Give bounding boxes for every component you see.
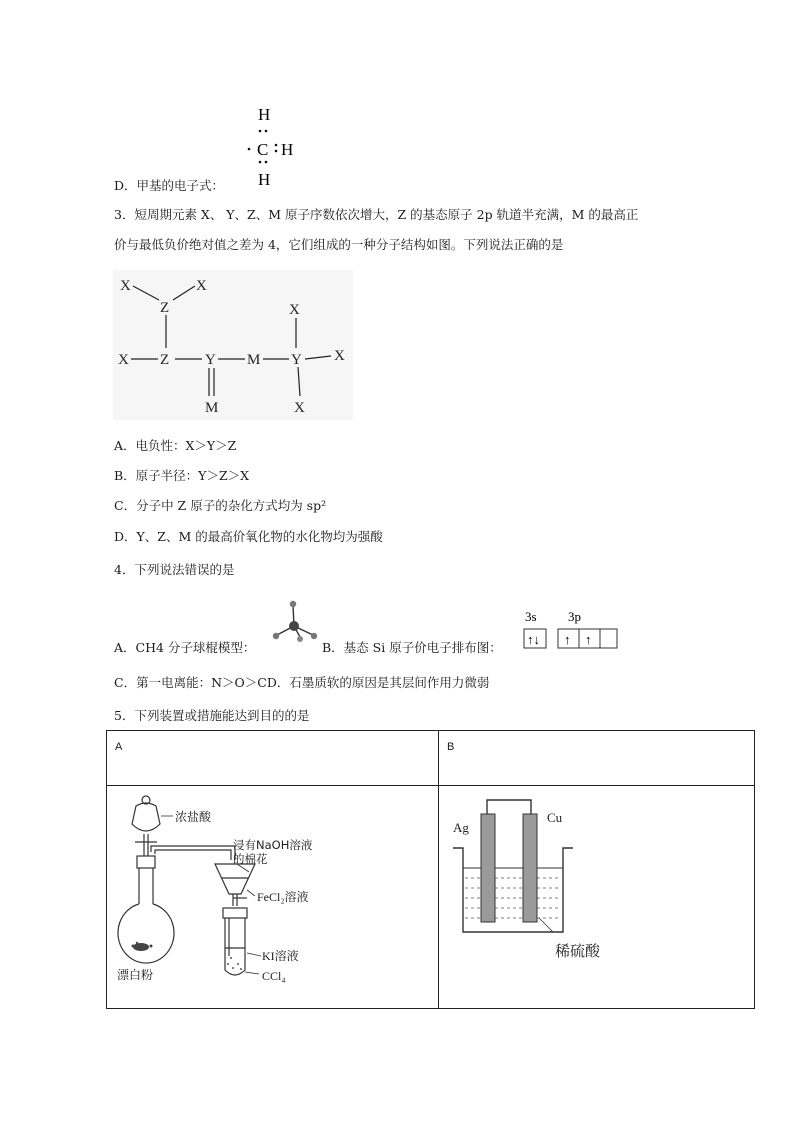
q3-stem-line2: 价与最低负价绝对值之差为 4，它们组成的一种分子结构如图。下列说法正确的是 bbox=[114, 237, 564, 252]
atom-z: Z bbox=[160, 300, 170, 316]
q4-option-c: C．第一电离能：N＞O＞CD．石墨质软的原因是其层间作用力微弱 bbox=[114, 675, 490, 690]
atom-x: X bbox=[196, 278, 207, 294]
apparatus-a-cell bbox=[107, 786, 439, 1009]
atom-x: X bbox=[334, 348, 345, 364]
svg-text:↑↓: ↑↓ bbox=[527, 632, 540, 647]
atom-y: Y bbox=[205, 352, 216, 368]
label-ki: KI溶液 bbox=[262, 949, 299, 963]
svg-text:↑: ↑ bbox=[585, 632, 592, 647]
label-cu: Cu bbox=[547, 810, 563, 825]
label-dilute-h2so4: 稀硫酸 bbox=[555, 942, 601, 960]
atom-y: Y bbox=[291, 352, 302, 368]
formula-h-bottom: H bbox=[258, 170, 271, 189]
atom-x: X bbox=[294, 400, 305, 416]
label-ag: Ag bbox=[453, 820, 469, 835]
orbital-3p-label: 3p bbox=[568, 609, 581, 624]
label-conc-hcl: 浓盐酸 bbox=[175, 810, 212, 824]
q3-option-c: C．分子中 Z 原子的杂化方式均为 sp² bbox=[114, 498, 327, 513]
atom-m: M bbox=[205, 400, 219, 416]
q4-stem: 4．下列说法错误的是 bbox=[114, 562, 235, 577]
label-ccl4: CCl₄ bbox=[262, 969, 286, 983]
atom-m: M bbox=[247, 352, 261, 368]
ch4-ball-stick-model bbox=[270, 598, 320, 644]
si-orbital-diagram bbox=[520, 608, 620, 652]
q3-option-d: D．Y、Z、M 的最高价氧化物的水化物均为强酸 bbox=[114, 529, 383, 544]
label-cotton: 浸有NaOH溶液的棉花 bbox=[233, 838, 313, 866]
apparatus-a-figure bbox=[107, 786, 430, 1008]
formula-h-top: H bbox=[258, 105, 271, 124]
col-a-header: A bbox=[107, 731, 439, 786]
atom-z: Z bbox=[160, 352, 170, 368]
label-fecl2: FeCl₂溶液 bbox=[257, 890, 309, 904]
q3-stem-line1: 3．短周期元素 X、 Y、Z、M 原子序数依次增大，Z 的基态原子 2p 轨道半充满，M 的最高正 bbox=[114, 207, 639, 222]
q5-options-table bbox=[106, 730, 755, 1009]
label-bleach: 漂白粉 bbox=[117, 968, 154, 982]
atom-x: X bbox=[118, 352, 129, 368]
atom-x: X bbox=[289, 302, 300, 318]
methyl-electron-formula bbox=[238, 104, 308, 190]
apparatus-b-figure bbox=[439, 786, 764, 1008]
q3-option-b: B．原子半径：Y＞Z＞X bbox=[114, 468, 250, 483]
q5-stem: 5．下列装置或措施能达到目的的是 bbox=[114, 708, 310, 723]
q4-option-a: A．CH4 分子球棍模型： bbox=[114, 640, 256, 655]
orbital-3s-label: 3s bbox=[525, 609, 537, 624]
atom-x: X bbox=[120, 278, 131, 294]
apparatus-b-cell bbox=[439, 786, 755, 1009]
col-b-header: B bbox=[439, 731, 755, 786]
formula-h-right: H bbox=[281, 140, 294, 159]
svg-text:↑: ↑ bbox=[564, 632, 571, 647]
q3-molecule-structure bbox=[113, 270, 353, 420]
q3-option-a: A．电负性：X＞Y＞Z bbox=[114, 438, 237, 453]
formula-c: C bbox=[257, 140, 269, 159]
q4-option-b: B．基态 Si 原子价电子排布图： bbox=[322, 640, 502, 655]
q2-option-d: D．甲基的电子式： bbox=[114, 178, 225, 193]
